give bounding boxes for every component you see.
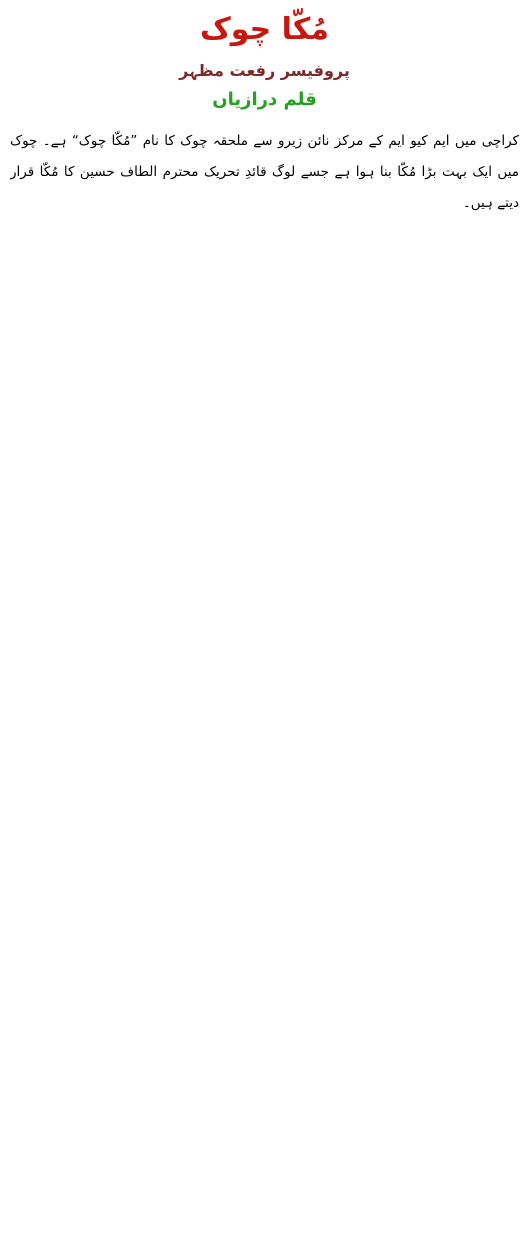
column-name: قلم درازیاں <box>212 89 317 110</box>
author-name: پروفیسر رفعت مظہر <box>179 61 350 80</box>
article-paragraph: کراچی میں ایم کیو ایم کے مرکز نائن زیرو سے ملحقہ چوک کا نام ”مُکّا چوک“ ہے۔ چوک میں ایک بہت بڑا مُکّا بنا ہوا ہے جسے لوگ قائدِ تحریک محترم الطاف حسین کا مُکّا قرار دیتے ہیں۔ <box>10 133 519 211</box>
article-title: مُکّا چوک <box>200 12 329 47</box>
